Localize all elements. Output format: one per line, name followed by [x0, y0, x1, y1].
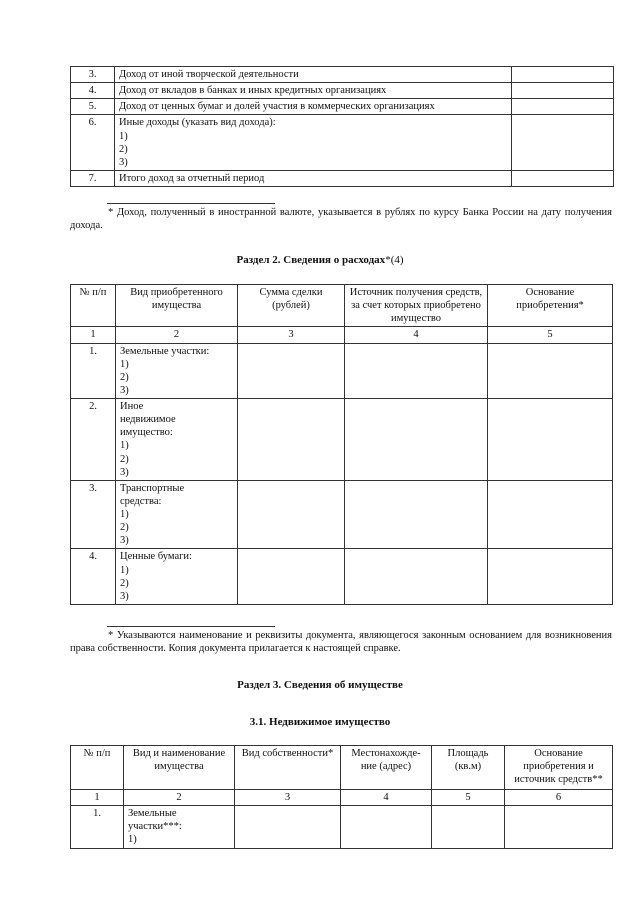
row-number: 3.	[71, 480, 116, 549]
value-cell	[512, 83, 614, 99]
column-number: 4	[341, 790, 432, 806]
column-number: 1	[71, 790, 124, 806]
sub-item: 1)	[120, 358, 129, 370]
column-number: 3	[238, 327, 345, 343]
value-cell	[488, 399, 613, 481]
value-cell	[512, 99, 614, 115]
row-label-text: Транспортные средства:	[120, 482, 185, 507]
column-number: 2	[124, 790, 235, 806]
header-cell: Основание приобретения*	[488, 285, 613, 327]
section-3-1-title: 3.1. Недвижимое имущество	[249, 716, 391, 728]
row-label: Доход от вкладов в банках и иных кредитных организациях	[115, 83, 512, 99]
value-cell	[345, 480, 488, 549]
row-label	[116, 549, 238, 605]
sub-item: 2)	[120, 371, 129, 383]
value-cell	[345, 549, 488, 605]
value-cell	[345, 343, 488, 399]
table-row	[71, 99, 614, 115]
value-cell	[238, 549, 345, 605]
column-number: 4	[345, 327, 488, 343]
row-number: 4.	[71, 549, 116, 605]
row-label: Доход от иной творческой деятельности	[115, 67, 512, 83]
value-cell	[235, 806, 341, 848]
real-estate-table	[70, 745, 613, 849]
table-row	[71, 115, 614, 171]
row-number: 7.	[71, 170, 115, 186]
sub-item: 1)	[120, 509, 129, 520]
row-label	[115, 115, 512, 171]
table-row	[71, 399, 613, 481]
income-table	[70, 66, 614, 187]
column-number: 6	[505, 790, 613, 806]
sub-item: 3)	[120, 466, 129, 478]
row-label	[116, 399, 238, 481]
column-number-row	[71, 790, 613, 806]
row-label	[116, 480, 238, 549]
header-cell: Сумма сделки (рублей)	[238, 285, 345, 327]
header-cell: Основание приобретения и источник средств**	[505, 746, 613, 790]
sub-item: 2)	[120, 577, 129, 589]
row-number: 5.	[71, 99, 115, 115]
header-cell: Площадь (кв.м)	[432, 746, 505, 790]
column-number: 2	[116, 327, 238, 343]
column-number-row	[71, 327, 613, 343]
value-cell	[238, 343, 345, 399]
value-cell	[238, 399, 345, 481]
row-number: 1.	[71, 806, 124, 848]
table-row	[71, 170, 614, 186]
footnote-divider	[107, 626, 275, 627]
sub-item: 3)	[120, 590, 129, 602]
row-label: Доход от ценных бумаг и долей участия в коммерческих организациях	[115, 99, 512, 115]
row-number: 6.	[71, 115, 115, 171]
column-number: 3	[235, 790, 341, 806]
sub-item: 3)	[120, 384, 129, 396]
row-label-text: Ценные бумаги:	[120, 551, 192, 563]
value-cell	[341, 806, 432, 848]
expenses-table	[70, 284, 613, 605]
row-label-text: Земельные участки:	[120, 345, 210, 357]
sub-item: 2)	[120, 522, 129, 534]
row-label	[124, 806, 235, 848]
header-cell: № п/п	[71, 746, 124, 790]
value-cell	[488, 549, 613, 605]
section-2-title-suffix: *(4)	[385, 254, 404, 266]
value-cell	[488, 480, 613, 549]
value-cell	[488, 343, 613, 399]
sub-item: 1)	[120, 564, 129, 576]
section-3-title: Раздел 3. Сведения об имуществе	[237, 679, 403, 691]
sub-item: 3)	[120, 535, 129, 547]
table-row	[71, 549, 613, 605]
value-cell	[512, 115, 614, 171]
row-number: 2.	[71, 399, 116, 481]
sub-item: 3)	[119, 156, 128, 168]
header-cell: Вид приобретенного имущества	[116, 285, 238, 327]
value-cell	[505, 806, 613, 848]
column-number: 1	[71, 327, 116, 343]
header-cell: Вид и наименование имущества	[124, 746, 235, 790]
table-row	[71, 806, 613, 848]
column-number: 5	[432, 790, 505, 806]
table-row	[71, 83, 614, 99]
sub-item: 1)	[120, 440, 129, 452]
header-cell: Вид собственности*	[235, 746, 341, 790]
table-row	[71, 480, 613, 549]
section-2-title	[0, 254, 640, 268]
value-cell	[345, 399, 488, 481]
header-cell: № п/п	[71, 285, 116, 327]
value-cell	[432, 806, 505, 848]
sub-item: 1)	[128, 834, 137, 846]
row-number: 3.	[71, 67, 115, 83]
row-label-text: Иное недвижимое имущество:	[120, 401, 176, 439]
row-label	[116, 343, 238, 399]
value-cell	[512, 67, 614, 83]
row-number: 1.	[71, 343, 116, 399]
value-cell	[238, 480, 345, 549]
row-number: 4.	[71, 83, 115, 99]
sub-item: 2)	[119, 143, 128, 155]
column-number: 5	[488, 327, 613, 343]
footnote-income-currency: * Доход, полученный в иностранной валюте, указывается в рублях по курсу Банка России на дату получения дохода.	[70, 207, 612, 232]
footnote-divider	[107, 203, 275, 204]
header-row	[71, 746, 613, 790]
sub-item: 1)	[119, 130, 128, 142]
sub-item: 2)	[120, 453, 129, 465]
row-label-text: Иные доходы (указать вид дохода):	[119, 117, 276, 129]
header-cell: Местонахожде-ние (адрес)	[341, 746, 432, 790]
table-row	[71, 67, 614, 83]
table-row	[71, 343, 613, 399]
value-cell	[512, 170, 614, 186]
section-2-title-text: Раздел 2. Сведения о расходах	[236, 254, 386, 266]
header-cell: Источник получения средств, за счет которых приобретено имущество	[345, 285, 488, 327]
footnote-ownership-basis: * Указываются наименование и реквизиты документа, являющегося законным основанием для возникновения права собственности. Копия документа прилагается к настоящей справке.	[70, 630, 612, 655]
row-label: Итого доход за отчетный период	[115, 170, 512, 186]
header-row	[71, 285, 613, 327]
row-label-text: Земельные участки***:	[128, 808, 182, 833]
